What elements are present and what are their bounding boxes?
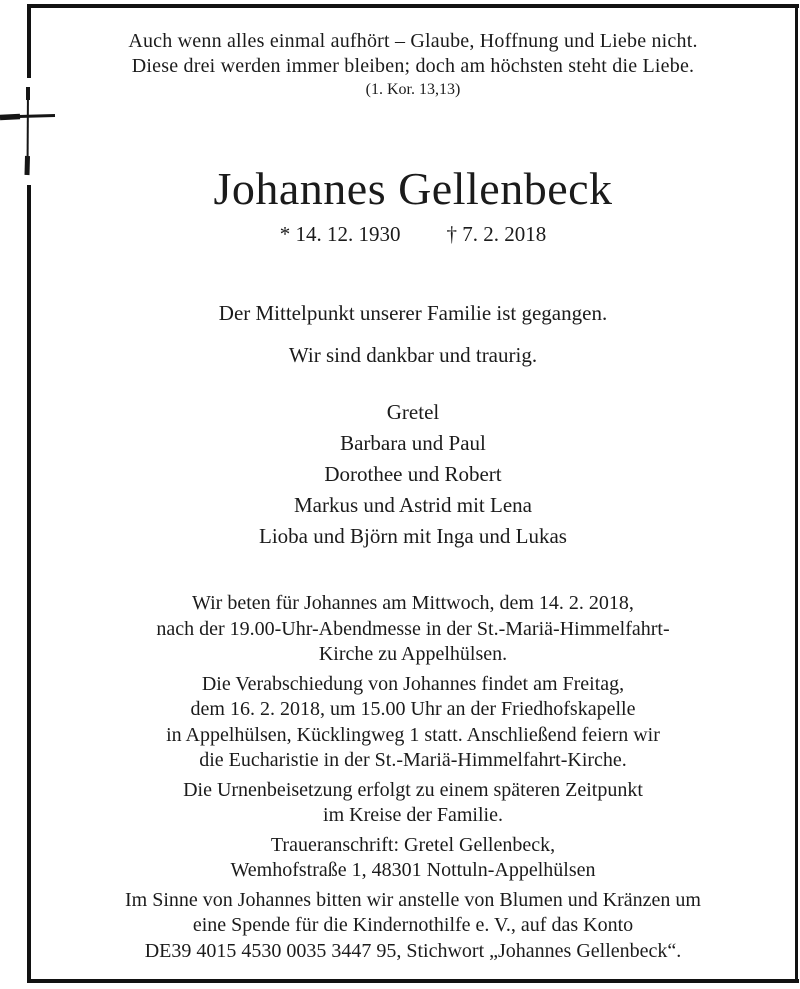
obituary-content	[31, 0, 795, 968]
family-member: Lioba und Björn mit Inga und Lukas	[259, 524, 567, 548]
frame-border-bottom	[27, 979, 799, 983]
intro-line: Wir sind dankbar und traurig.	[288, 343, 538, 367]
intro-line: Der Mittelpunkt unserer Familie ist gegangen.	[218, 301, 608, 325]
paragraph-line: Traueranschrift: Gretel Gellenbeck,	[270, 833, 556, 856]
paragraph-line: DE39 4015 4530 0035 3447 95, Stichwort „Johannes Gellenbeck“.	[144, 939, 682, 962]
farewell-paragraph	[31, 672, 795, 774]
paragraph-line: im Kreise der Familie.	[323, 804, 503, 826]
family-list	[31, 397, 795, 552]
urn-burial-paragraph	[31, 778, 795, 829]
quote-source: (1. Kor. 13,13)	[365, 81, 461, 98]
family-member: Markus und Astrid mit Lena	[294, 493, 532, 517]
family-member: Dorothee und Robert	[324, 462, 502, 486]
quote-line: Diese drei werden immer bleiben; doch am höchsten steht die Liebe.	[131, 55, 695, 77]
prayer-paragraph	[31, 591, 795, 668]
paragraph-line: Die Verabschiedung von Johannes findet am Freitag,	[201, 672, 625, 695]
paragraph-line: dem 16. 2. 2018, um 15.00 Uhr an der Friedhofskapelle	[190, 698, 636, 720]
death-date: † 7. 2. 2018	[446, 222, 547, 246]
frame-border-right	[795, 4, 798, 983]
deceased-name: Johannes Gellenbeck	[213, 163, 613, 214]
paragraph-line: Wemhofstraße 1, 48301 Nottuln-Appelhülsen	[230, 859, 596, 881]
paragraph-line: eine Spende für die Kindernothilfe e. V., auf das Konto	[192, 914, 634, 936]
paragraph-line: nach der 19.00-Uhr-Abendmesse in der St.-Mariä-Himmelfahrt-	[156, 617, 670, 640]
paragraph-line: Kirche zu Appelhülsen.	[318, 643, 508, 665]
condolence-address-paragraph	[31, 833, 795, 884]
birth-date: * 14. 12. 1930	[279, 222, 401, 246]
donation-paragraph	[31, 888, 795, 965]
scripture-quote	[31, 29, 795, 79]
paragraph-line: Im Sinne von Johannes bitten wir anstelle von Blumen und Kränzen um	[124, 888, 701, 911]
paragraph-line: in Appelhülsen, Kücklingweg 1 statt. Anschließend feiern wir	[166, 723, 660, 746]
family-member: Gretel	[386, 400, 440, 424]
paragraph-line: die Eucharistie in der St.-Mariä-Himmelfahrt-Kirche.	[199, 749, 627, 771]
quote-line: Auch wenn alles einmal aufhört – Glaube, Hoffnung und Liebe nicht.	[128, 30, 698, 52]
paragraph-line: Die Urnenbeisetzung erfolgt zu einem späteren Zeitpunkt	[183, 778, 643, 801]
family-member: Barbara und Paul	[340, 431, 486, 455]
life-dates	[31, 221, 795, 247]
announcement-paragraphs	[31, 591, 795, 964]
paragraph-line: Wir beten für Johannes am Mittwoch, dem 14. 2. 2018,	[192, 592, 634, 614]
